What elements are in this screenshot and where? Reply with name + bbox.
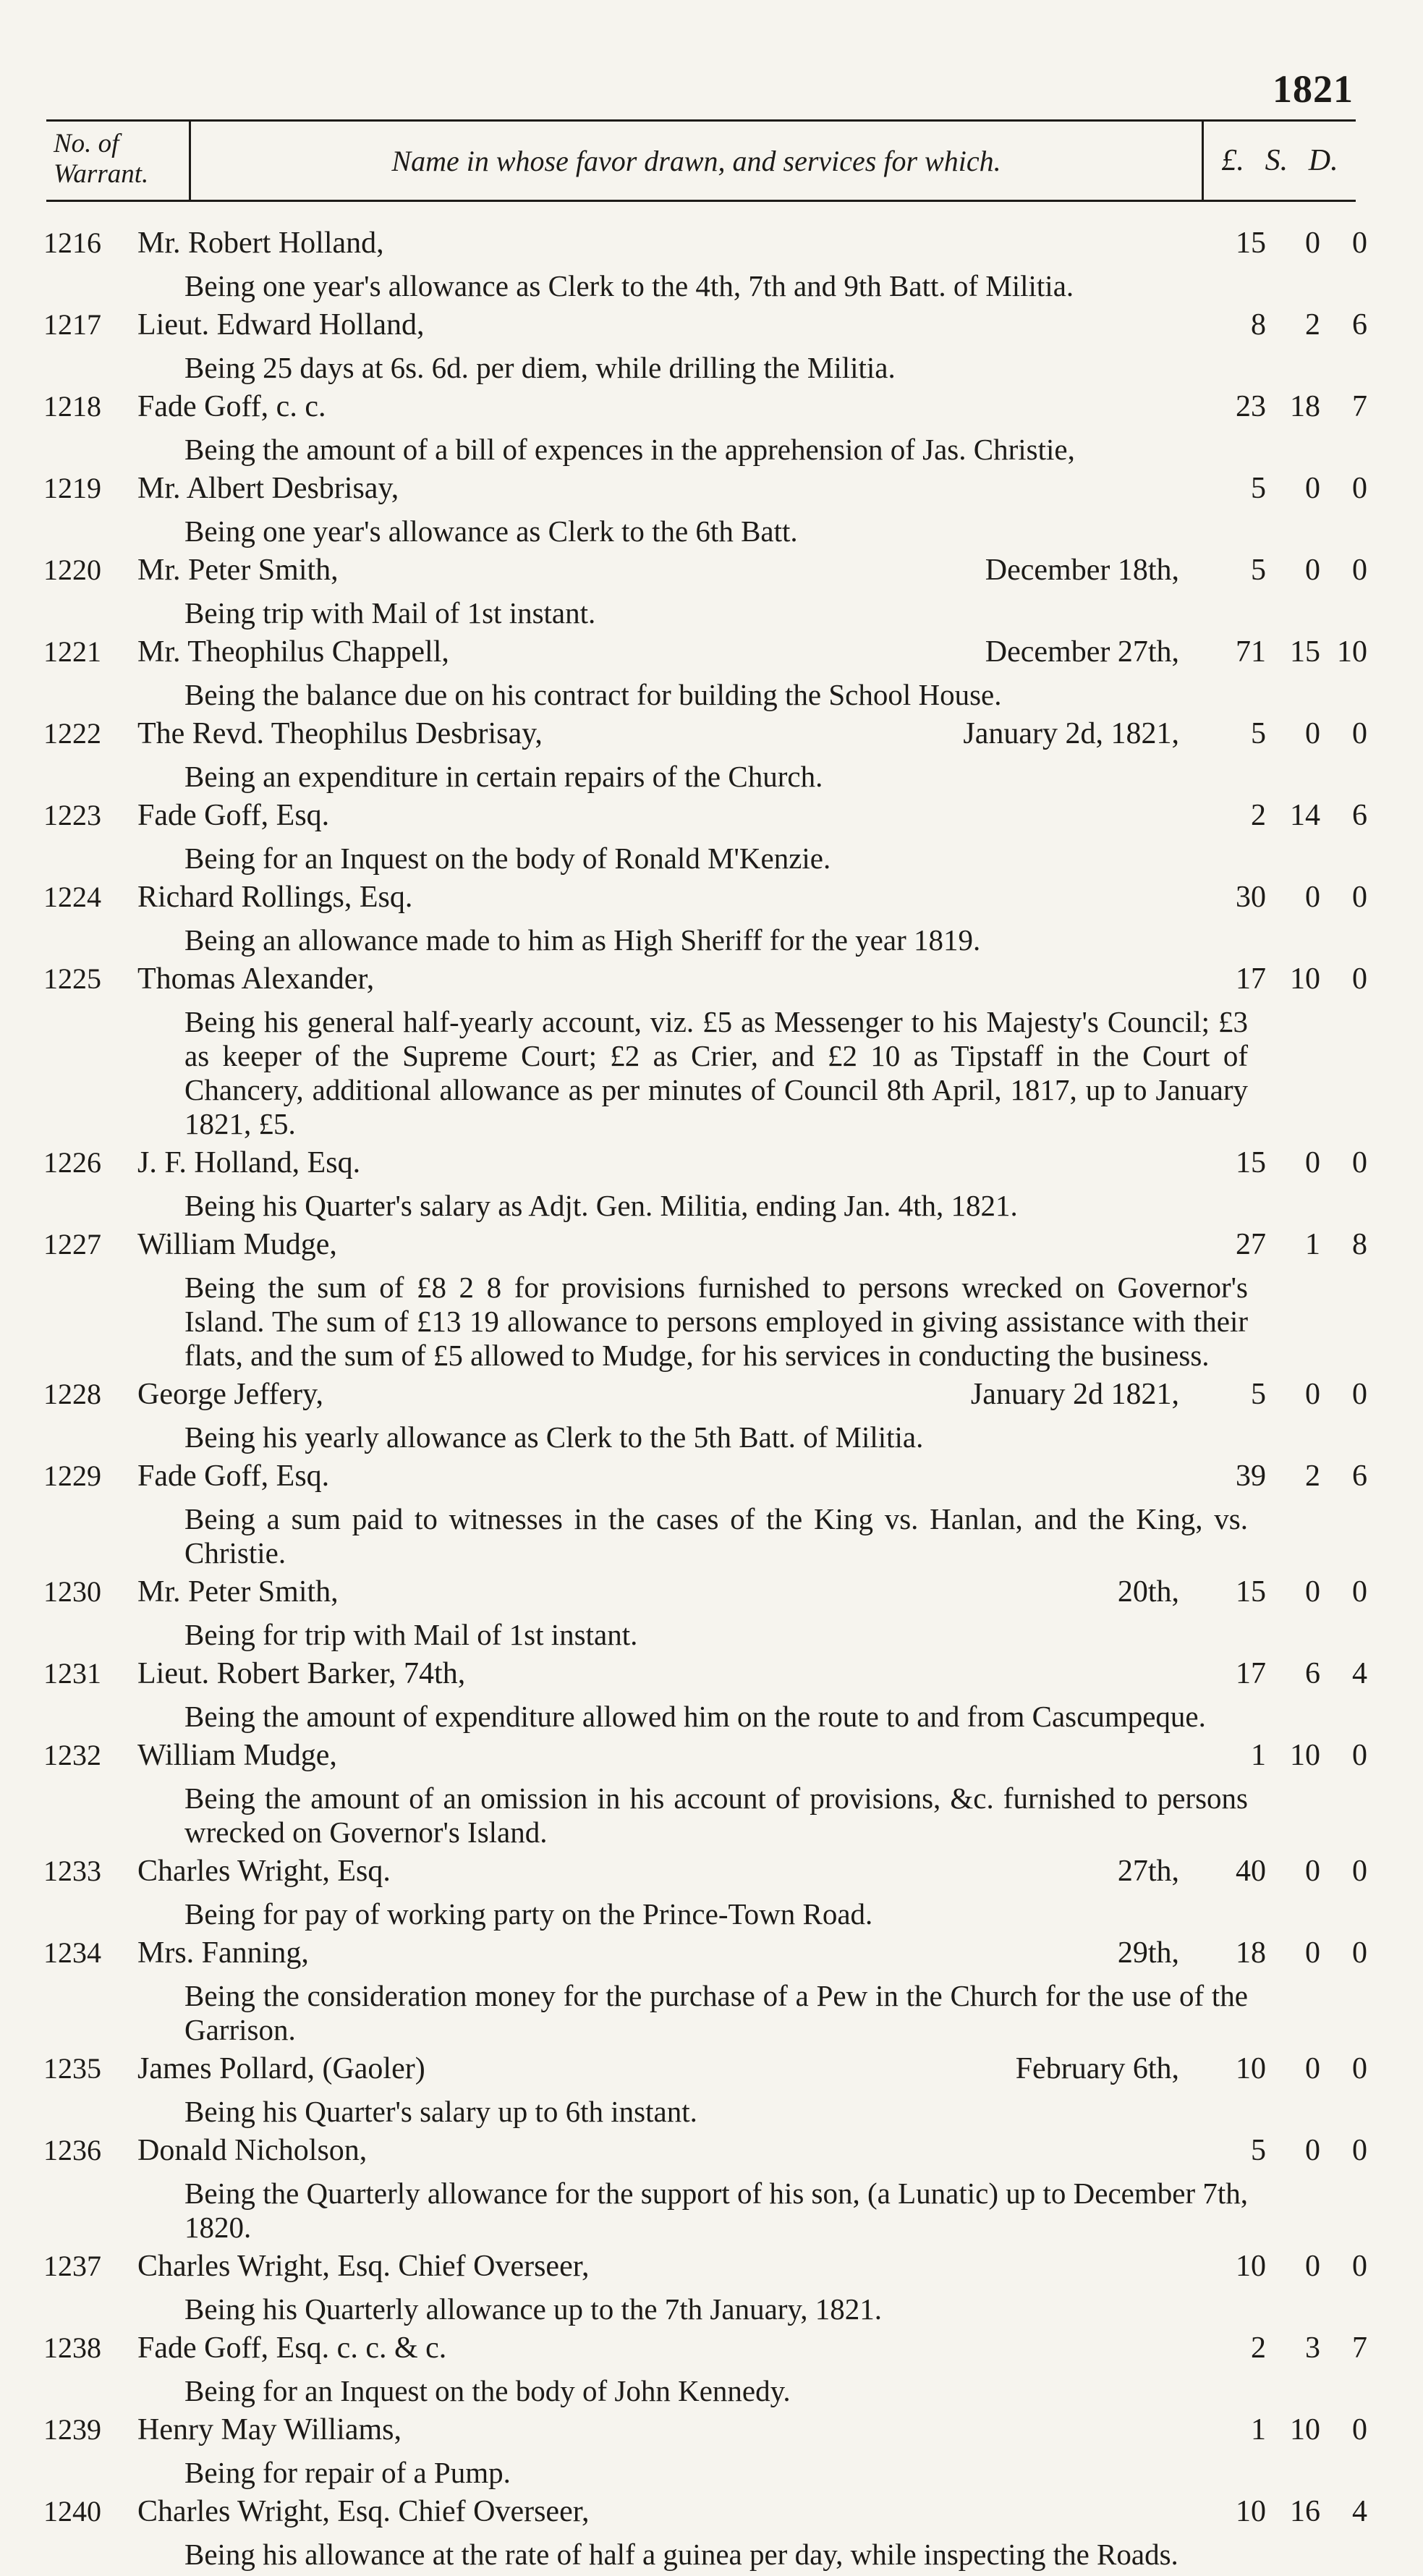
- payee-name: Fade Goff, Esq.: [137, 799, 330, 832]
- warrant-number: 1226: [43, 1146, 101, 1179]
- service-description: Being for an Inquest on the body of John Kennedy.: [184, 2374, 791, 2407]
- service-description: Being his Quarterly allowance up to the 7th January, 1821.: [184, 2292, 883, 2326]
- amount-pence: 6: [1352, 799, 1367, 832]
- payee-name: William Mudge,: [137, 1739, 337, 1772]
- warrant-number: 1231: [43, 1657, 101, 1690]
- amount: [1215, 1145, 1367, 1180]
- amount: [1215, 2249, 1367, 2284]
- amount-pounds: 15: [1236, 1575, 1266, 1609]
- warrant-number: 1225: [43, 962, 101, 995]
- amount: [1215, 308, 1367, 342]
- entry-line: [43, 1459, 1367, 1502]
- amount-shillings: 1: [1305, 1228, 1320, 1261]
- entry-line: [43, 226, 1367, 269]
- entry-line: [43, 1575, 1367, 1618]
- entry-line: [43, 1145, 1367, 1189]
- service-description: Being the consideration money for the purchase of a Pew in the Church for the use of the Garrison.: [184, 1979, 1248, 2046]
- header-warrant: No. of Warrant.: [46, 122, 191, 200]
- entry-line: [43, 2249, 1367, 2292]
- payee-name: The Revd. Theophilus Desbrisay,: [137, 717, 543, 750]
- warrant-entry: [43, 553, 1367, 630]
- amount-shillings: 0: [1305, 1575, 1320, 1609]
- amount-shillings: 0: [1305, 554, 1320, 587]
- entry-line: [43, 962, 1367, 1005]
- amount-pounds: 10: [1236, 2495, 1266, 2528]
- amount: [1215, 553, 1367, 588]
- entry-line: [43, 471, 1367, 514]
- warrant-number: 1229: [43, 1459, 101, 1492]
- payee-name: Charles Wright, Esq. Chief Overseer,: [137, 2495, 590, 2528]
- warrant-entry: [43, 2331, 1367, 2408]
- service-description: Being the balance due on his contract for building the School House.: [184, 678, 1002, 711]
- amount: [1215, 2331, 1367, 2365]
- amount-pounds: 39: [1236, 1459, 1266, 1493]
- warrant-entry: [43, 2494, 1367, 2572]
- amount-pence: 0: [1352, 1378, 1367, 1411]
- amount-pence: 0: [1352, 1936, 1367, 1970]
- payee-name: Mr. Peter Smith,: [137, 554, 339, 587]
- warrant-entry: [43, 1575, 1367, 1652]
- warrant-number: 1219: [43, 472, 101, 504]
- service-description: Being one year's allowance as Clerk to the 4th, 7th and 9th Batt. of Militia.: [184, 269, 1074, 302]
- warrant-entry: [43, 1738, 1367, 1850]
- amount-pounds: 1: [1251, 1739, 1266, 1772]
- amount-pounds: 27: [1236, 1228, 1266, 1261]
- service-description: Being for an Inquest on the body of Ronald M'Kenzie.: [184, 842, 831, 875]
- payee-name: James Pollard, (Gaoler): [137, 2052, 425, 2085]
- amount-shillings: 0: [1305, 1936, 1320, 1970]
- warrant-entry: [43, 1854, 1367, 1931]
- warrant-number: 1228: [43, 1378, 101, 1410]
- warrant-entry: [43, 2412, 1367, 2490]
- amount-pence: 0: [1352, 226, 1367, 260]
- amount: [1215, 716, 1367, 751]
- warrant-entry: [43, 798, 1367, 876]
- amount: [1215, 2494, 1367, 2529]
- payee-name: Mr. Albert Desbrisay,: [137, 472, 399, 505]
- payee-name: Mr. Robert Holland,: [137, 226, 384, 260]
- header-money: [1204, 122, 1356, 200]
- amount-shillings: 14: [1290, 799, 1320, 832]
- amount-shillings: 10: [1290, 2413, 1320, 2446]
- payee-name: Charles Wright, Esq.: [137, 1855, 391, 1888]
- amount: [1215, 226, 1367, 260]
- warrant-number: 1217: [43, 308, 101, 341]
- warrant-number: 1233: [43, 1855, 101, 1887]
- payee-name: Lieut. Robert Barker, 74th,: [137, 1657, 466, 1690]
- amount: [1215, 389, 1367, 424]
- amount-shillings: 2: [1305, 308, 1320, 342]
- payee-name: Donald Nicholson,: [137, 2134, 368, 2167]
- amount-pounds: 18: [1236, 1936, 1266, 1970]
- amount-pence: 0: [1352, 554, 1367, 587]
- amount: [1215, 798, 1367, 833]
- warrant-date: December 27th,: [985, 635, 1179, 669]
- service-description: Being for repair of a Pump.: [184, 2456, 511, 2489]
- amount-pence: 10: [1337, 635, 1367, 669]
- entry-line: [43, 2331, 1367, 2374]
- service-description: Being trip with Mail of 1st instant.: [184, 596, 596, 630]
- warrant-date: January 2d 1821,: [970, 1378, 1179, 1411]
- amount-pence: 0: [1352, 2134, 1367, 2167]
- payee-name: Fade Goff, Esq. c. c. & c.: [137, 2331, 447, 2365]
- amount: [1215, 1656, 1367, 1691]
- payee-name: Lieut. Edward Holland,: [137, 308, 425, 342]
- payee-name: Thomas Alexander,: [137, 962, 375, 996]
- entry-line: [43, 553, 1367, 596]
- warrant-number: 1237: [43, 2250, 101, 2282]
- amount: [1215, 471, 1367, 506]
- entry-line: [43, 1854, 1367, 1897]
- service-description: Being a sum paid to witnesses in the cases of the King vs. Hanlan, and the King, vs. Christie.: [184, 1502, 1248, 1569]
- amount: [1215, 2051, 1367, 2086]
- entry-line: [43, 635, 1367, 678]
- service-description: Being his Quarter's salary as Adjt. Gen. Militia, ending Jan. 4th, 1821.: [184, 1189, 1018, 1222]
- payee-name: George Jeffery,: [137, 1378, 323, 1411]
- entry-line: [43, 1656, 1367, 1700]
- amount-pounds: 1: [1251, 2413, 1266, 2446]
- warrant-entry: [43, 471, 1367, 548]
- amount-pence: 6: [1352, 308, 1367, 342]
- entry-line: [43, 2133, 1367, 2177]
- payee-name: Henry May Williams,: [137, 2413, 402, 2446]
- amount-pounds: 2: [1251, 799, 1266, 832]
- service-description: Being his allowance at the rate of half a guinea per day, while inspecting the Roads.: [184, 2538, 1178, 2571]
- service-description: Being one year's allowance as Clerk to the 6th Batt.: [184, 514, 798, 548]
- entry-line: [43, 1936, 1367, 1979]
- entry-line: [43, 308, 1367, 351]
- amount-pence: 6: [1352, 1459, 1367, 1493]
- amount-pounds: 8: [1251, 308, 1266, 342]
- amount-pounds: 5: [1251, 2134, 1266, 2167]
- amount-pounds: 5: [1251, 1378, 1266, 1411]
- amount: [1215, 1854, 1367, 1889]
- amount-pounds: 40: [1236, 1855, 1266, 1888]
- amount-shillings: 2: [1305, 1459, 1320, 1493]
- amount-pounds: 23: [1236, 390, 1266, 423]
- payee-name: Mr. Theophilus Chappell,: [137, 635, 449, 669]
- warrant-date: 29th,: [1117, 1936, 1179, 1970]
- warrant-entry: [43, 226, 1367, 303]
- amount: [1215, 635, 1367, 669]
- amount-shillings: 0: [1305, 717, 1320, 750]
- warrant-number: 1222: [43, 717, 101, 750]
- warrant-entry: [43, 1145, 1367, 1223]
- warrant-entry: [43, 962, 1367, 1141]
- amount-pence: 4: [1352, 1657, 1367, 1690]
- amount-pence: 0: [1352, 1739, 1367, 1772]
- payee-name: J. F. Holland, Esq.: [137, 1146, 361, 1179]
- warrant-entry: [43, 389, 1367, 467]
- amount: [1215, 1377, 1367, 1412]
- amount-pounds: 10: [1236, 2052, 1266, 2085]
- warrant-entry: [43, 1227, 1367, 1373]
- warrant-number: 1218: [43, 390, 101, 423]
- amount-pence: 0: [1352, 2413, 1367, 2446]
- amount-shillings: 0: [1305, 1146, 1320, 1179]
- entry-line: [43, 1377, 1367, 1420]
- payee-name: Fade Goff, c. c.: [137, 390, 326, 423]
- amount-shillings: 0: [1305, 1855, 1320, 1888]
- warrant-entry: [43, 308, 1367, 385]
- amount-pence: 8: [1352, 1228, 1367, 1261]
- amount-pounds: 2: [1251, 2331, 1266, 2365]
- service-description: Being the amount of an omission in his account of provisions, &c. furnished to persons wrecked on Governor's Island.: [184, 1781, 1248, 1849]
- amount: [1215, 1738, 1367, 1773]
- warrant-number: 1238: [43, 2331, 101, 2364]
- warrant-entry: [43, 716, 1367, 794]
- amount-pence: 7: [1352, 2331, 1367, 2365]
- entry-line: [43, 2494, 1367, 2538]
- entry-line: [43, 880, 1367, 923]
- service-description: Being the amount of a bill of expences in the apprehension of Jas. Christie,: [184, 433, 1075, 466]
- amount-shillings: 16: [1290, 2495, 1320, 2528]
- warrant-number: 1234: [43, 1936, 101, 1969]
- header-name: Name in whose favor drawn, and services for which.: [191, 122, 1204, 200]
- payee-name: Mrs. Fanning,: [137, 1936, 309, 1970]
- warrant-entry: [43, 1936, 1367, 2047]
- amount-shillings: 3: [1305, 2331, 1320, 2365]
- amount-shillings: 6: [1305, 1657, 1320, 1690]
- amount: [1215, 962, 1367, 996]
- warrant-entry: [43, 1459, 1367, 1570]
- header-pounds: £.: [1221, 144, 1244, 177]
- warrant-date: February 6th,: [1015, 2052, 1179, 2085]
- payee-name: Mr. Peter Smith,: [137, 1575, 339, 1609]
- warrant-entry: [43, 1656, 1367, 1734]
- amount-pence: 0: [1352, 717, 1367, 750]
- header-pence: D.: [1308, 144, 1338, 177]
- service-description: Being his general half-yearly account, viz. £5 as Messenger to his Majesty's Council; £3 as keeper of the Supreme Court; £2 as Crier, and £2 10 as Tipstaff in the Court of Chancery, additional allowance as per minutes of Council 8th April, 1817, up to January 1821, £5.: [184, 1005, 1248, 1140]
- warrant-entry: [43, 1377, 1367, 1454]
- amount-shillings: 0: [1305, 2134, 1320, 2167]
- amount: [1215, 1227, 1367, 1262]
- amount-shillings: 0: [1305, 472, 1320, 505]
- warrant-entry: [43, 2051, 1367, 2129]
- warrant-entry: [43, 2249, 1367, 2326]
- amount-pence: 0: [1352, 1146, 1367, 1179]
- amount-shillings: 0: [1305, 1378, 1320, 1411]
- warrant-number: 1224: [43, 881, 101, 913]
- warrant-list: [43, 226, 1367, 2576]
- warrant-number: 1239: [43, 2413, 101, 2446]
- warrant-number: 1227: [43, 1228, 101, 1261]
- service-description: Being his Quarter's salary up to 6th instant.: [184, 2095, 697, 2128]
- service-description: Being 25 days at 6s. 6d. per diem, while drilling the Militia.: [184, 351, 896, 384]
- warrant-entry: [43, 880, 1367, 957]
- warrant-number: 1220: [43, 554, 101, 586]
- amount-pence: 0: [1352, 1855, 1367, 1888]
- payee-name: Fade Goff, Esq.: [137, 1459, 330, 1493]
- payee-name: Richard Rollings, Esq.: [137, 881, 413, 914]
- amount-shillings: 0: [1305, 2052, 1320, 2085]
- amount: [1215, 2412, 1367, 2447]
- amount-pence: 0: [1352, 881, 1367, 914]
- entry-line: [43, 1738, 1367, 1781]
- amount-pounds: 5: [1251, 717, 1266, 750]
- amount-pence: 0: [1352, 2250, 1367, 2283]
- amount: [1215, 880, 1367, 915]
- amount-pounds: 15: [1236, 1146, 1266, 1179]
- amount-pence: 0: [1352, 472, 1367, 505]
- entry-line: [43, 1227, 1367, 1271]
- warrant-entry: [43, 2133, 1367, 2245]
- amount-pounds: 10: [1236, 2250, 1266, 2283]
- amount: [1215, 1936, 1367, 1970]
- amount-pounds: 5: [1251, 554, 1266, 587]
- payee-name: Charles Wright, Esq. Chief Overseer,: [137, 2250, 590, 2283]
- service-description: Being for trip with Mail of 1st instant.: [184, 1618, 638, 1651]
- amount-shillings: 15: [1290, 635, 1320, 669]
- warrant-number: 1240: [43, 2495, 101, 2528]
- entry-line: [43, 716, 1367, 760]
- service-description: Being the amount of expenditure allowed him on the route to and from Cascumpeque.: [184, 1700, 1206, 1733]
- service-description: Being an allowance made to him as High Sheriff for the year 1819.: [184, 923, 981, 957]
- warrant-date: January 2d, 1821,: [963, 717, 1179, 750]
- amount-pence: 7: [1352, 390, 1367, 423]
- service-description: Being an expenditure in certain repairs of the Church.: [184, 760, 823, 793]
- amount: [1215, 2133, 1367, 2168]
- amount: [1215, 1459, 1367, 1494]
- warrant-number: 1230: [43, 1575, 101, 1608]
- warrant-number: 1223: [43, 799, 101, 831]
- amount-pence: 4: [1352, 2495, 1367, 2528]
- amount-pence: 0: [1352, 962, 1367, 996]
- amount-shillings: 0: [1305, 2250, 1320, 2283]
- entry-line: [43, 2051, 1367, 2095]
- amount: [1215, 1575, 1367, 1609]
- amount-pounds: 30: [1236, 881, 1266, 914]
- warrant-date: 27th,: [1117, 1855, 1179, 1888]
- warrant-number: 1221: [43, 635, 101, 668]
- amount-pounds: 71: [1236, 635, 1266, 669]
- entry-line: [43, 798, 1367, 842]
- amount-pounds: 17: [1236, 962, 1266, 996]
- warrant-number: 1216: [43, 226, 101, 259]
- warrant-date: December 18th,: [985, 554, 1179, 587]
- warrant-entry: [43, 635, 1367, 712]
- warrant-number: 1232: [43, 1739, 101, 1771]
- amount-pence: 0: [1352, 1575, 1367, 1609]
- amount-pounds: 15: [1236, 226, 1266, 260]
- amount-pounds: 17: [1236, 1657, 1266, 1690]
- amount-shillings: 18: [1290, 390, 1320, 423]
- warrant-number: 1236: [43, 2134, 101, 2166]
- amount-shillings: 0: [1305, 226, 1320, 260]
- header-shillings: S.: [1265, 144, 1288, 177]
- entry-line: [43, 2412, 1367, 2456]
- payee-name: William Mudge,: [137, 1228, 337, 1261]
- amount-pence: 0: [1352, 2052, 1367, 2085]
- amount-shillings: 10: [1290, 962, 1320, 996]
- amount-shillings: 10: [1290, 1739, 1320, 1772]
- service-description: Being for pay of working party on the Prince-Town Road.: [184, 1897, 873, 1931]
- table-header: [46, 119, 1356, 202]
- amount-shillings: 0: [1305, 881, 1320, 914]
- service-description: Being his yearly allowance as Clerk to the 5th Batt. of Militia.: [184, 1420, 924, 1454]
- amount-pounds: 5: [1251, 472, 1266, 505]
- warrant-number: 1235: [43, 2052, 101, 2085]
- warrant-date: 20th,: [1117, 1575, 1179, 1609]
- entry-line: [43, 389, 1367, 433]
- page-year: 1821: [1273, 67, 1354, 111]
- service-description: Being the sum of £8 2 8 for provisions furnished to persons wrecked on Governor's Island. The sum of £13 19 allowance to persons employed in giving assistance with their flats, and the sum of £5 allowed to Mudge, for his services in conducting the business.: [184, 1271, 1248, 1372]
- service-description: Being the Quarterly allowance for the support of his son, (a Lunatic) up to December 7th, 1820.: [184, 2177, 1248, 2244]
